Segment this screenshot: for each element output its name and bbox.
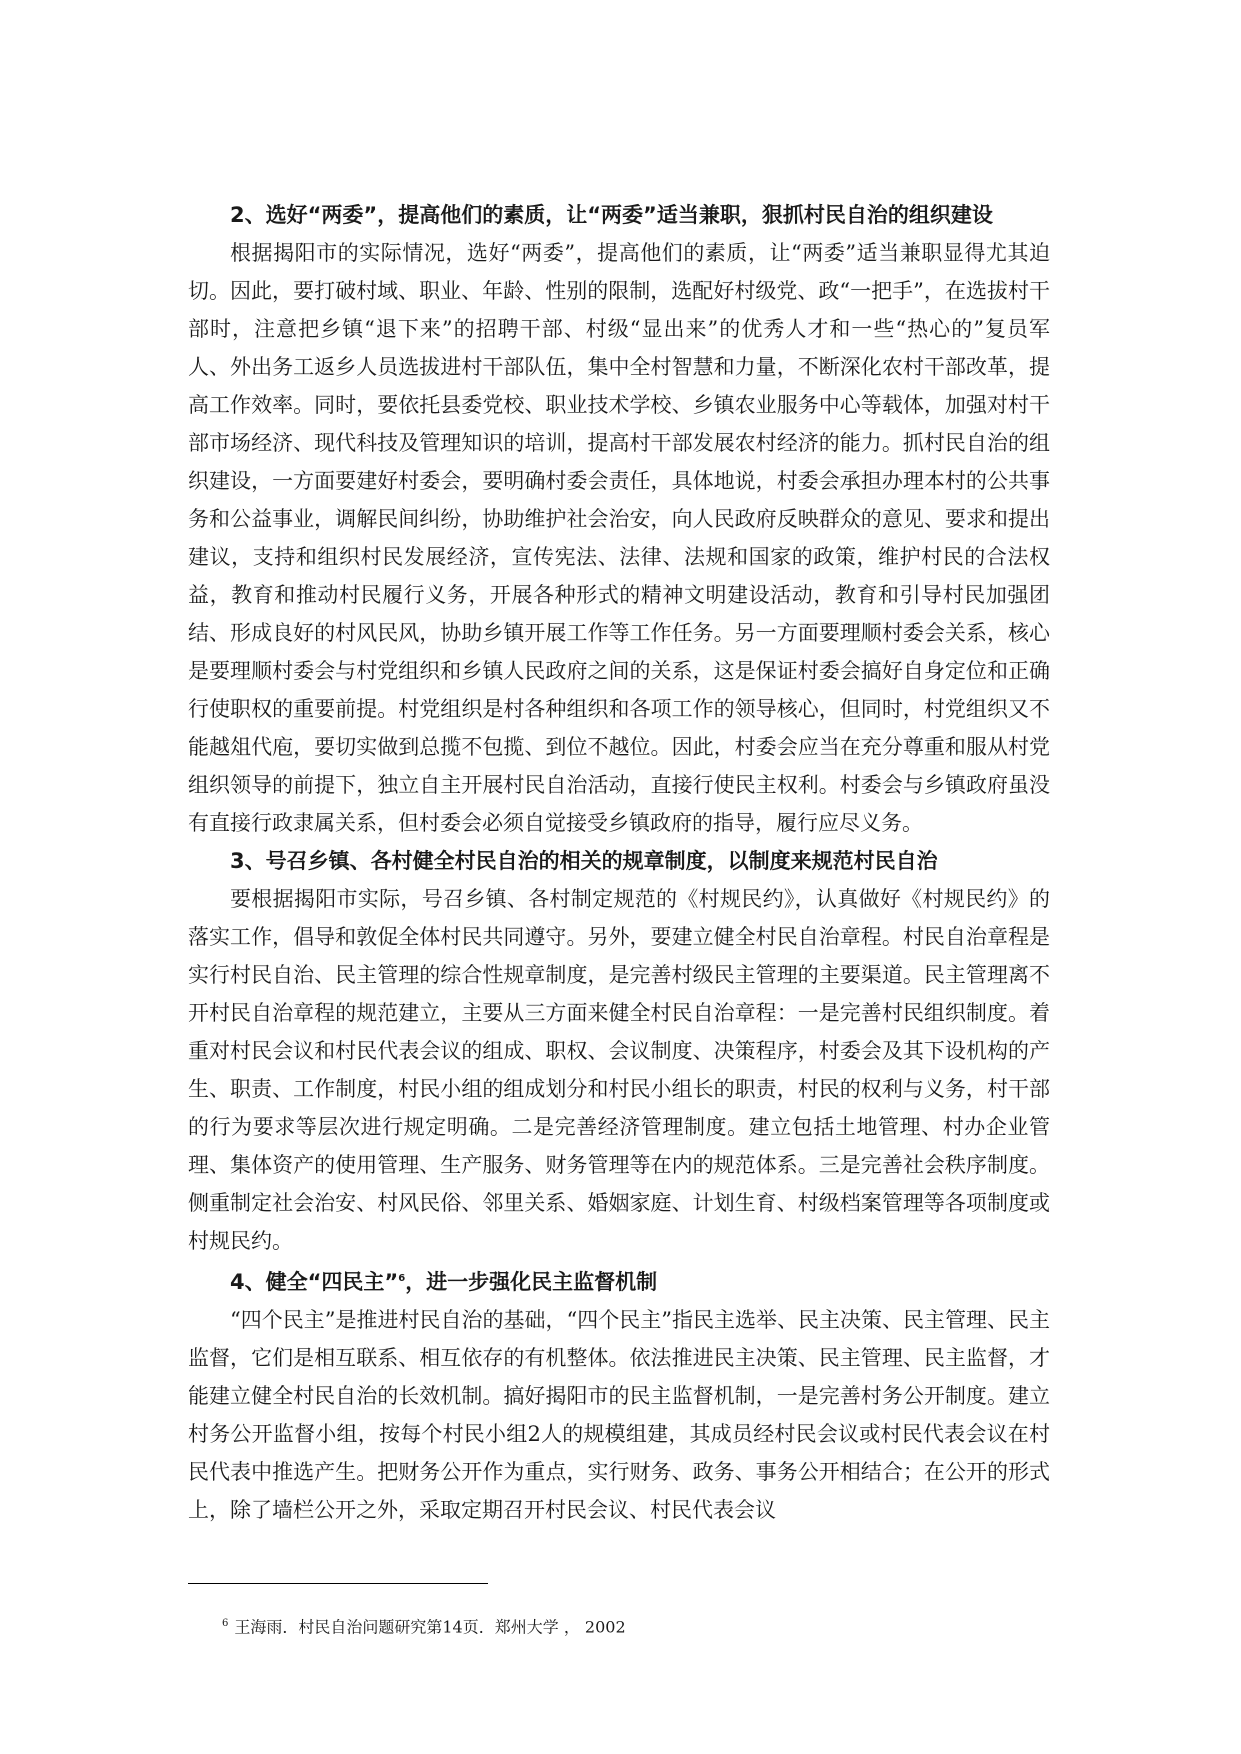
section-heading-3: 3、号召乡镇、各村健全村民自治的相关的规章制度，以制度来规范村民自治 (230, 849, 938, 873)
section-paragraph-4: “四个民主”是推进村民自治的基础，“四个民主”指民主选举、民主决策、民主管理、民主监督，它们是相互联系、相互依存的有机整体。依法推进民主决策、民主管理、民主监督，才能建立健全村民自治的长效机制。搞好揭阳市的民主监督机制，一是完善村务公开制度。建立村务公开监督小组，按每个村民小组2人的规模组建，其成员经村民会议或村民代表会议在村民代表中推选产生。把财务公开作为重点，实行财务、政务、事务公开相结合；在公开的形式上，除了墙栏公开之外，采取定期召开村民会议、村民代表会议 (188, 1308, 1050, 1522)
footnote-mark: 6 (222, 1618, 229, 1629)
section-heading-4-part1: 4、健全“四民主” (230, 1270, 399, 1294)
section-heading-4 (188, 1260, 1050, 1301)
footnote-reference[interactable]: 6 (398, 1273, 406, 1284)
footnote (222, 1613, 626, 1638)
footnote-text: 王海雨．村民自治问题研究第14页．郑州大学 ， 2002 (234, 1617, 626, 1637)
section-paragraph-3: 要根据揭阳市实际，号召乡镇、各村制定规范的《村规民约》，认真做好《村规民约》的落实工作，倡导和敦促全体村民共同遵守。另外，要建立健全村民自治章程。村民自治章程是实行村民自治、民主管理的综合性规章制度，是完善村级民主管理的主要渠道。民主管理离不开村民自治章程的规范建立，主要从三方面来健全村民自治章程：一是完善村民组织制度。着重对村民会议和村民代表会议的组成、职权、会议制度、决策程序，村委会及其下设机构的产生、职责、工作制度，村民小组的组成划分和村民小组长的职责，村民的权利与义务，村干部的行为要求等层次进行规定明确。二是完善经济管理制度。建立包括土地管理、村办企业管理、集体资产的使用管理、生产服务、财务管理等在内的规范体系。三是完善社会秩序制度。侧重制定社会治安、村风民俗、邻里关系、婚姻家庭、计划生育、村级档案管理等各项制度或村规民约。 (188, 887, 1050, 1253)
document-body (188, 196, 1050, 1529)
section-paragraph-2: 根据揭阳市的实际情况，选好“两委”，提高他们的素质，让“两委”适当兼职显得尤其迫切。因此，要打破村域、职业、年龄、性别的限制，选配好村级党、政“一把手”，在选拔村干部时，注意把乡镇“退下来”的招聘干部、村级“显出来”的优秀人才和一些“热心的”复员军人、外出务工返乡人员选拔进村干部队伍，集中全村智慧和力量，不断深化农村干部改革，提高工作效率。同时，要依托县委党校、职业技术学校、乡镇农业服务中心等载体，加强对村干部市场经济、现代科技及管理知识的培训，提高村干部发展农村经济的能力。抓村民自治的组织建设，一方面要建好村委会，要明确村委会责任，具体地说，村委会承担办理本村的公共事务和公益事业，调解民间纠纷，协助维护社会治安，向人民政府反映群众的意见、要求和提出建议，支持和组织村民发展经济，宣传宪法、法律、法规和国家的政策，维护村民的合法权益，教育和推动村民履行义务，开展各种形式的精神文明建设活动，教育和引导村民加强团结、形成良好的村风民风，协助乡镇开展工作等工作任务。另一方面要理顺村委会关系，核心是要理顺村委会与村党组织和乡镇人民政府之间的关系，这是保证村委会搞好自身定位和正确行使职权的重要前提。村党组织是村各种组织和各项工作的领导核心，但同时，村党组织又不能越俎代庖，要切实做到总揽不包揽、到位不越位。因此，村委会应当在充分尊重和服从村党组织领导的前提下，独立自主开展村民自治活动，直接行使民主权利。村委会与乡镇政府虽没有直接行政隶属关系，但村委会必须自觉接受乡镇政府的指导，履行应尽义务。 (188, 241, 1050, 835)
section-heading-4-part2: ，进一步强化民主监督机制 (405, 1270, 658, 1294)
section-heading-2: 2、选好“两委”，提高他们的素质，让“两委”适当兼职，狠抓村民自治的组织建设 (230, 203, 993, 227)
footnote-separator (188, 1583, 488, 1584)
